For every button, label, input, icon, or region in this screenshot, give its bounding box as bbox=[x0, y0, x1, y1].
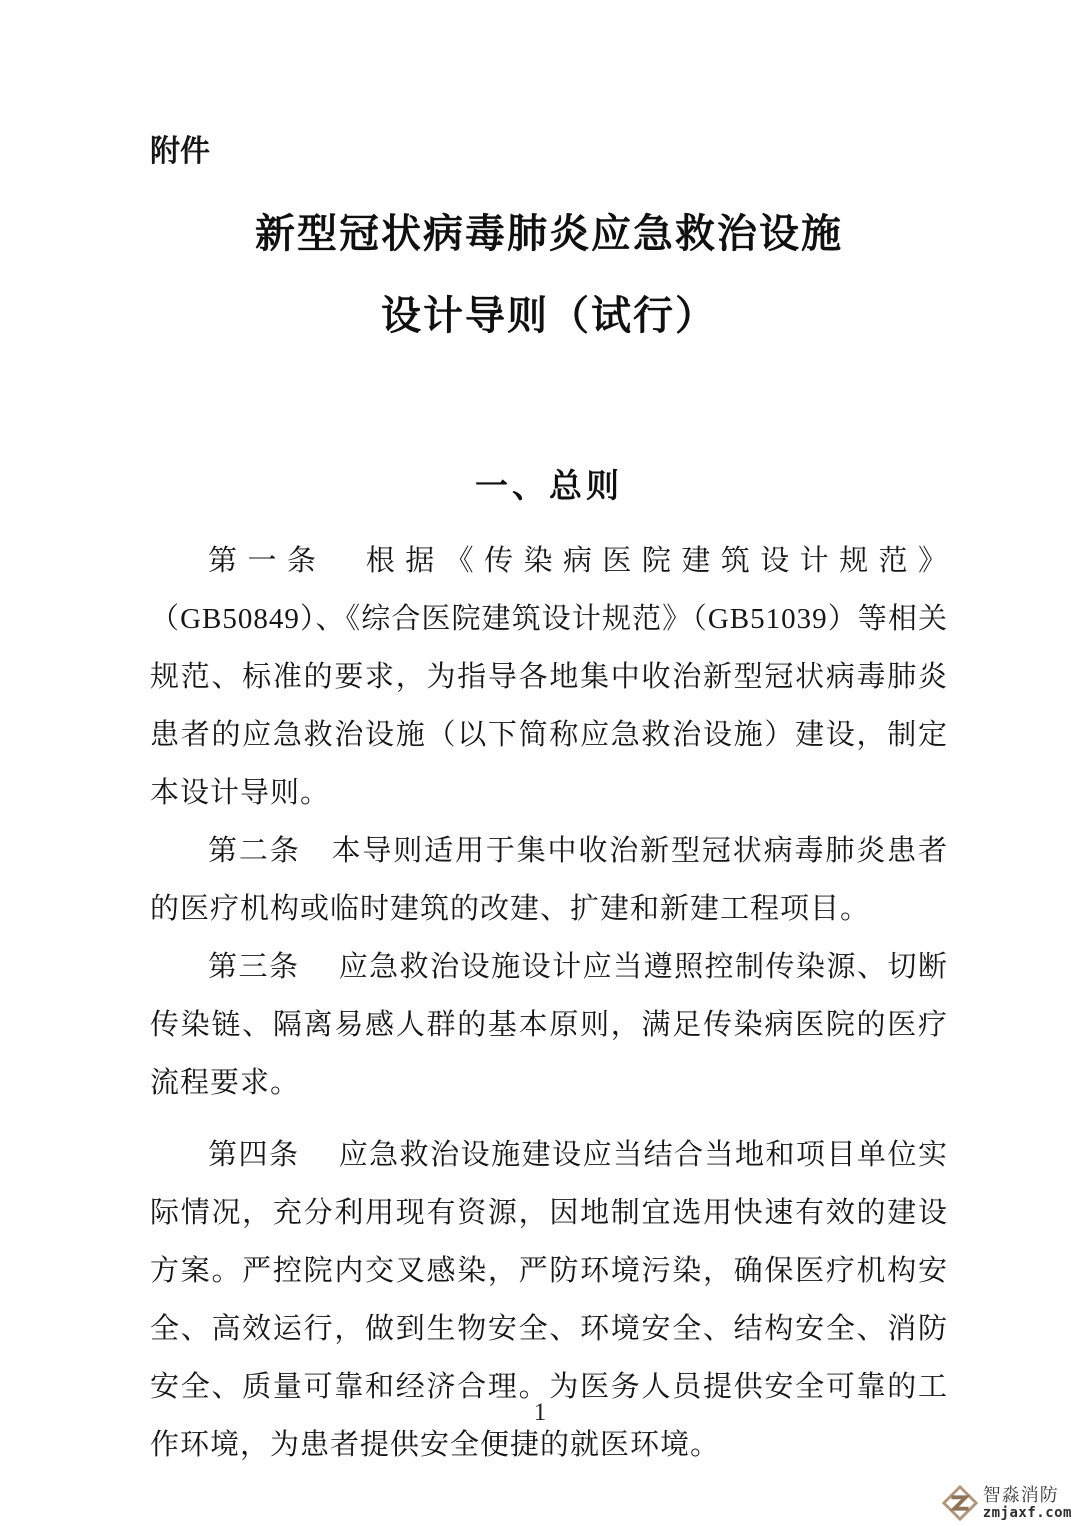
paragraph-article-4: 第四条 应急救治设施建设应当结合当地和项目单位实际情况，充分利用现有资源，因地制宜选用快速有效的建设方案。严控院内交叉感染，严防环境污染，确保医疗机构安全、高效运行，做到生物安全、环境安全、结构安全、消防安全、质量可靠和经济合理。为医务人员提供安全可靠的工作环境，为患者提供安全便捷的就医环境。 bbox=[150, 1139, 948, 1461]
watermark bbox=[941, 1484, 1072, 1522]
document-body bbox=[150, 532, 948, 1474]
paragraph-article-3: 第三条 应急救治设施设计应当遵照控制传染源、切断传染链、隔离易感人群的基本原则，满足传染病医院的医疗流程要求。 bbox=[150, 951, 948, 1099]
title-line-2: 设计导则（试行） bbox=[381, 294, 717, 338]
section-heading: 一、总则 bbox=[475, 467, 623, 504]
watermark-text bbox=[983, 1486, 1072, 1520]
paragraph-article-1: 第一条 根据《传染病医院建筑设计规范》（GB50849）、《综合医院建筑设计规范》（GB51039）等相关规范、标准的要求，为指导各地集中收治新型冠状病毒肺炎患者的应急救治设施（以下简称应急救治设施）建设，制定本设计导则。 bbox=[150, 545, 948, 809]
document-title bbox=[150, 206, 948, 344]
title-line-1: 新型冠状病毒肺炎应急救治设施 bbox=[255, 212, 843, 256]
brand-logo-icon bbox=[941, 1484, 979, 1522]
page-number: 1 bbox=[533, 1399, 547, 1426]
brand-name: 智淼消防 bbox=[982, 1485, 1059, 1505]
paragraph-article-2: 第二条 本导则适用于集中收治新型冠状病毒肺炎患者的医疗机构或临时建筑的改建、扩建和新建工程项目。 bbox=[150, 835, 948, 925]
brand-url: zmjaxf.com bbox=[982, 1505, 1072, 1521]
attachment-label: 附件 bbox=[150, 135, 210, 168]
